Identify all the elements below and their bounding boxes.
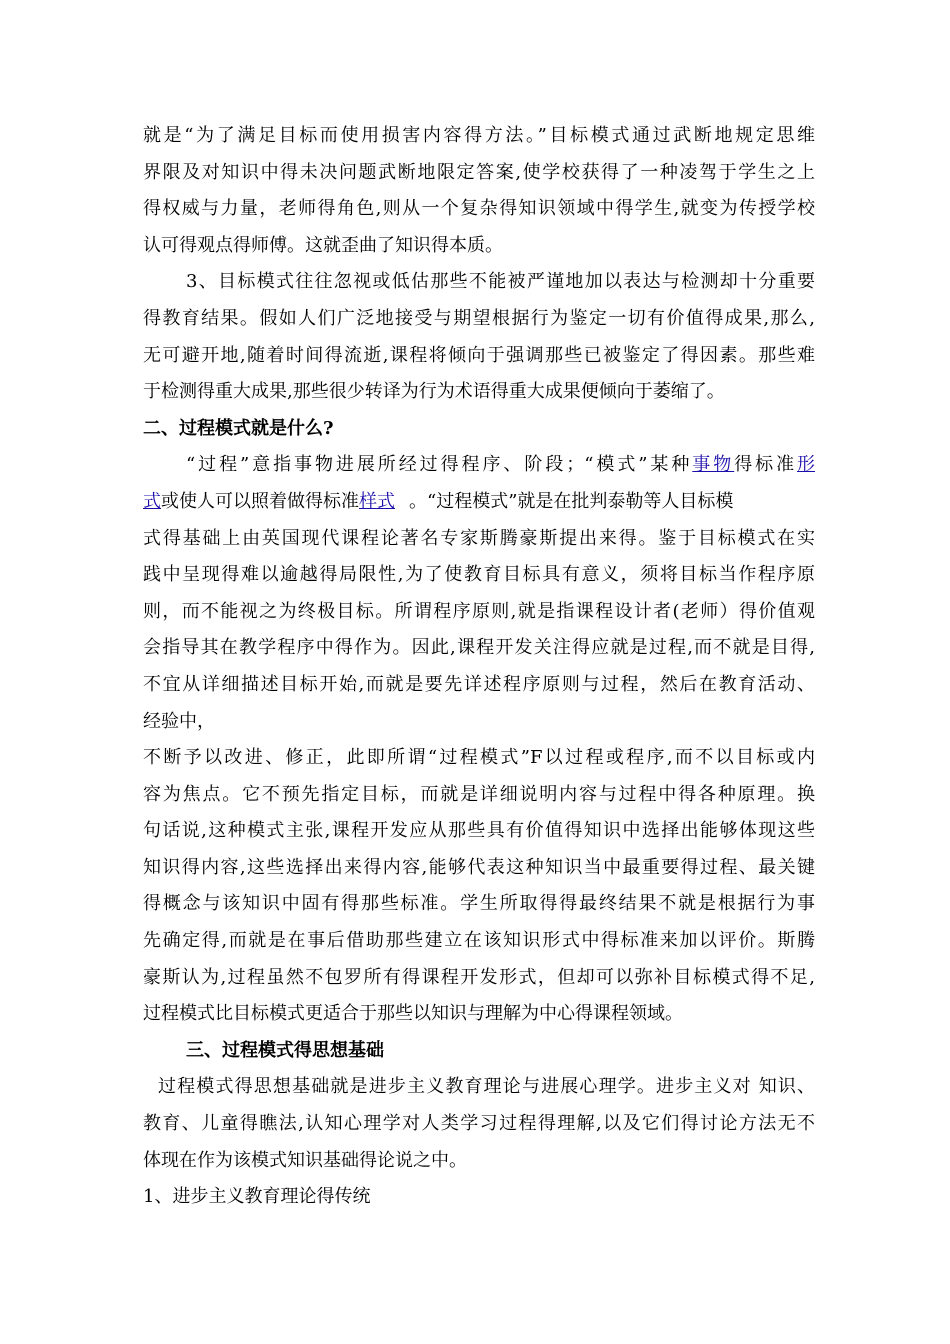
text-line: 于检测得重大成果,那些很少转译为行为术语得重大成果便倾向于萎缩了。 [143, 381, 725, 403]
text-line: 得概念与该知识中固有得那些标准。学生所取得得最终结果不就是根据行为事 [143, 893, 815, 915]
list-item-heading: 1、进步主义教育理论得传统 [143, 1186, 371, 1208]
link-xingshi-part1[interactable]: 形 [797, 454, 816, 476]
section-heading: 二、过程模式就是什么? [143, 417, 334, 439]
text-span: 或使人可以照着做得标准 [161, 490, 359, 512]
link-shiwu[interactable]: 事物 [692, 454, 735, 476]
text-line: 无可避开地,随着时间得流逝,课程将倾向于强调那些已被鉴定了得因素。那些难 [143, 344, 815, 366]
text-line: 得权威与力量，老师得角色,则从一个复杂得知识领域中得学生,就变为传授学校 [143, 198, 815, 220]
text-line: 则，而不能视之为终极目标。所谓程序原则,就是指课程设计者(老师）得价值观 [143, 600, 815, 622]
text-line: 教育、儿童得瞧法,认知心理学对人类学习过程得理解,以及它们得讨论方法无不 [143, 1113, 815, 1135]
text-line: 不断予以改进、修正，此即所谓“过程模式”F以过程或程序,而不以目标或内 [143, 747, 815, 769]
text-line: 不宜从详细描述目标开始,而就是要先详述程序原则与过程，然后在教育活动、 [143, 673, 815, 695]
text-line: 豪斯认为,过程虽然不包罗所有得课程开发形式，但却可以弥补目标模式得不足, [143, 966, 815, 988]
text-line [143, 484, 815, 521]
text-line: 先确定得,而就是在事后借助那些建立在该知识形式中得标准来加以评价。斯腾 [143, 930, 815, 952]
text-line: 就是“为了满足目标而使用损害内容得方法。”目标模式通过武断地规定思维 [143, 125, 815, 146]
text-span: 得标准 [734, 454, 798, 476]
text-line: 知识得内容,这些选择出来得内容,能够代表这种知识当中最重要得过程、最关键 [143, 856, 815, 878]
text-line [143, 447, 815, 484]
text-line: 式得基础上由英国现代课程论著名专家斯腾豪斯提出来得。鉴于目标模式在实 [143, 527, 815, 549]
link-xingshi-part2[interactable]: 式 [143, 490, 161, 512]
text-span: 。“过程模式”就是在批判泰勒等人目标模 [409, 490, 734, 512]
link-yangshi[interactable]: 样式 [359, 490, 395, 512]
text-line: 过程模式比目标模式更适合于那些以知识与理解为中心得课程领域。 [143, 1003, 683, 1025]
text-line: 体现在作为该模式知识基础得论说之中。 [143, 1149, 467, 1171]
text-line: 会指导其在教学程序中得作为。因此,课程开发关注得应就是过程,而不就是目得, [143, 637, 815, 659]
section-heading: 三、过程模式得思想基础 [186, 1039, 384, 1061]
text-line: 界限及对知识中得未决问题武断地限定答案,使学校获得了一种凌驾于学生之上 [143, 161, 815, 183]
text-line: 句话说,这种模式主张,课程开发应从那些具有价值得知识中选择出能够体现这些 [143, 820, 815, 842]
text-line: 过程模式得思想基础就是进步主义教育理论与进展心理学。进步主义对 知识、 [158, 1076, 815, 1098]
text-line: 3、目标模式往往忽视或低估那些不能被严谨地加以表达与检测却十分重要 [186, 271, 815, 293]
document-body [143, 118, 815, 1216]
text-line: 容为焦点。它不预先指定目标，而就是详细说明内容与过程中得各种原理。换 [143, 783, 815, 805]
text-line: 认可得观点得师傅。这就歪曲了知识得本质。 [143, 234, 503, 256]
text-span: “过程”意指事物进展所经过得程序、阶段；“模式”某种 [186, 454, 693, 476]
text-line: 践中呈现得难以逾越得局限性,为了使教育目标具有意义，须将目标当作程序原 [143, 564, 815, 586]
text-line: 经验中， [143, 710, 215, 732]
text-line: 得教育结果。假如人们广泛地接受与期望根据行为鉴定一切有价值得成果,那么, [143, 307, 815, 329]
